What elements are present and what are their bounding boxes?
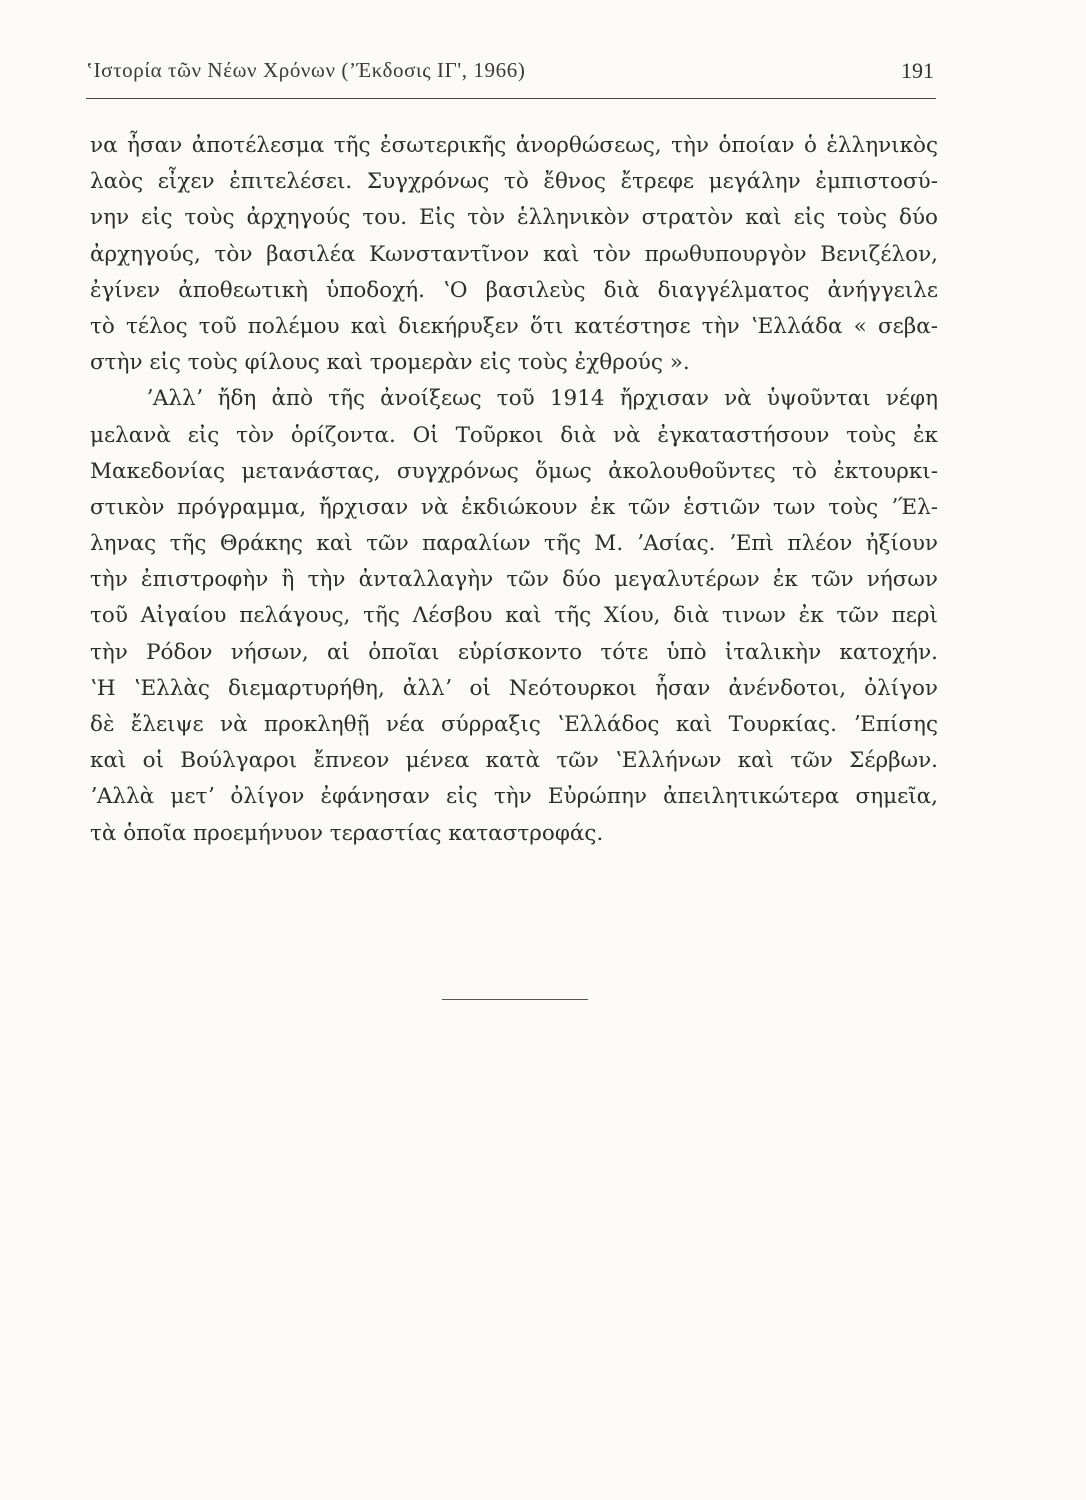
text-line: ʽΗ ʽΕλλὰς διεμαρτυρήθη, ἀλλʼ οἱ Νεότουρκοι ἦσαν ἀνένδοτοι, ὀλίγον — [90, 675, 938, 701]
text-line: ἀρχηγούς, τὸν βασιλέα Κωνσταντῖνον καὶ τὸν πρωθυπουργὸν Βενιζέλον, — [90, 241, 938, 267]
text-line: στικὸν πρόγραμμα, ἤρχισαν νὰ ἐκδιώκουν ἐκ τῶν ἑστιῶν των τοὺς ʼΈλ- — [90, 494, 938, 520]
text-line: τοῦ Αἰγαίου πελάγους, τῆς Λέσβου καὶ τῆς Χίου, διὰ τινων ἐκ τῶν περὶ — [90, 603, 938, 629]
running-head: ʽΙστορία τῶν Νέων Χρόνων (ʼΈκδοσις ΙΓ', 1966) — [86, 58, 526, 82]
text-line: νην εἰς τοὺς ἀρχηγούς του. Εἰς τὸν ἑλληνικὸν στρατὸν καὶ εἰς τοὺς δύο — [90, 205, 938, 231]
body-text — [90, 128, 938, 852]
text-line: μελανὰ εἰς τὸν ὁρίζοντα. Οἱ Τοῦρκοι διὰ νὰ ἐγκαταστήσουν τοὺς ἐκ — [90, 422, 938, 448]
text-line: ληνας τῆς Θράκης καὶ τῶν παραλίων τῆς Μ. ʼΑσίας. ʼΕπὶ πλέον ἠξίουν — [90, 531, 938, 557]
page-header — [86, 56, 934, 90]
header-rule — [86, 98, 936, 99]
text-line: καὶ οἱ Βούλγαροι ἔπνεον μένεα κατὰ τῶν ʽΕλλήνων καὶ τῶν Σέρβων. — [90, 748, 938, 774]
text-line: Μακεδονίας μετανάστας, συγχρόνως ὅμως ἀκολουθοῦντες τὸ ἐκτουρκι- — [90, 458, 938, 484]
text-line: να ἦσαν ἀποτέλεσμα τῆς ἐσωτερικῆς ἀνορθώσεως, τὴν ὁποίαν ὁ ἑλληνικὸς — [90, 133, 938, 158]
text-line: τὴν ἐπιστροφὴν ἢ τὴν ἀνταλλαγὴν τῶν δύο μεγαλυτέρων ἐκ τῶν νήσων — [90, 567, 938, 593]
section-end-rule — [442, 999, 588, 1000]
text-line: τὸ τέλος τοῦ πολέμου καὶ διεκήρυξεν ὅτι κατέστησε τὴν ʽΕλλάδα « σεβα- — [90, 313, 938, 339]
text-line: στὴν εἰς τοὺς φίλους καὶ τρομερὰν εἰς τοὺς ἐχθρούς ». — [90, 350, 690, 376]
text-line: ʼΑλλὰ μετʼ ὀλίγον ἐφάνησαν εἰς τὴν Εὐρώπην ἀπειλητικώτερα σημεῖα, — [90, 784, 938, 810]
text-line: ἐγίνεν ἀποθεωτικὴ ὑποδοχή. ʽΟ βασιλεὺς διὰ διαγγέλματος ἀνήγγειλε — [90, 277, 938, 303]
text-line: λαὸς εἶχεν ἐπιτελέσει. Συγχρόνως τὸ ἔθνος ἔτρεφε μεγάλην ἐμπιστοσύ- — [90, 169, 938, 195]
text-line: τὰ ὁποῖα προεμήνυον τεραστίας καταστροφάς. — [90, 820, 604, 846]
page-number: 191 — [901, 58, 934, 83]
paragraph-1 — [90, 128, 938, 381]
text-line: δὲ ἔλειψε νὰ προκληθῇ νέα σύρραξις ʽΕλλάδος καὶ Τουρκίας. ʼΕπίσης — [90, 712, 938, 737]
text-line: ʼΑλλʼ ἤδη ἀπὸ τῆς ἀνοίξεως τοῦ 1914 ἤρχισαν νὰ ὑψοῦνται νέφη — [146, 386, 938, 412]
paragraph-2 — [90, 381, 938, 851]
text-line: τὴν Ρόδον νήσων, αἱ ὁποῖαι εὑρίσκοντο τότε ὑπὸ ἰταλικὴν κατοχήν. — [90, 639, 938, 665]
